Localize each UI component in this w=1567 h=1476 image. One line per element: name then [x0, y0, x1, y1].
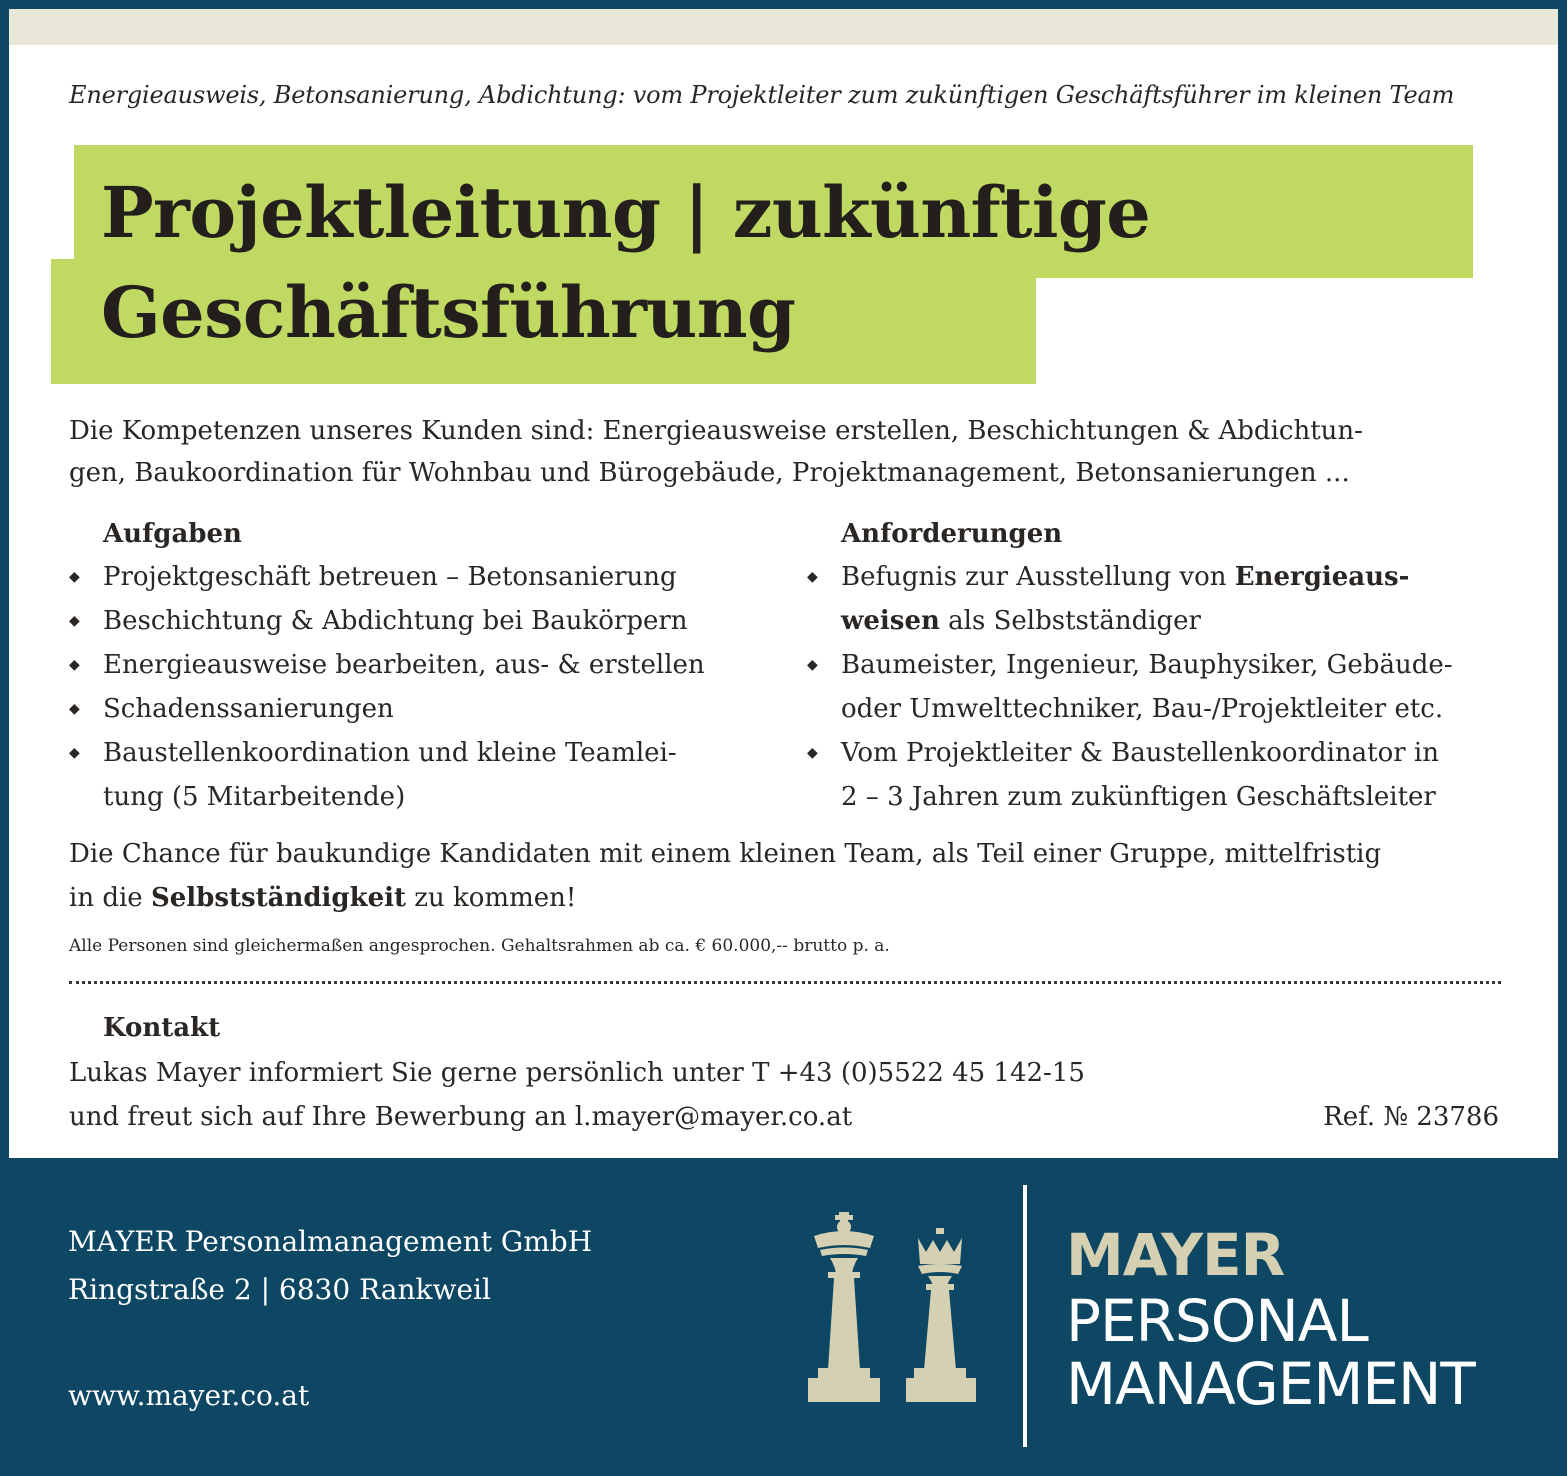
contact-phone-line: Lukas Mayer informiert Sie gerne persönlich unter T +43 (0)5522 45 142-15: [69, 1058, 1085, 1088]
website-link[interactable]: www.mayer.co.at: [68, 1379, 310, 1412]
reference-number: Ref. № 23786: [1323, 1102, 1499, 1132]
list-item-text: Befugnis zur Ausstellung von: [841, 562, 1235, 592]
equal-opportunity-note: Alle Personen sind gleichermaßen angesprochen. Gehaltsrahmen ab ca. € 60.000,-- brutto p. a.: [69, 936, 890, 956]
page-title: [101, 163, 1150, 363]
diamond-bullet-icon: ◆: [69, 569, 80, 585]
emphasis-text: Energieaus-: [1234, 562, 1410, 592]
title-line-2: Geschäftsführung: [101, 271, 796, 354]
brand-name: MAYER: [1066, 1221, 1285, 1289]
list-item-text: Baumeister, Ingenieur, Bauphysiker, Gebäude-: [841, 650, 1453, 680]
brand-tagline-1: PERSONAL: [1066, 1287, 1368, 1355]
diamond-bullet-icon: ◆: [69, 701, 80, 717]
chess-king-icon: [808, 1212, 880, 1402]
chance-line-1: Die Chance für baukundige Kandidaten mit einem kleinen Team, als Teil einer Gruppe, mittelfristig: [69, 839, 1382, 869]
anforderungen-list: [807, 555, 1527, 819]
brand-tagline-2: MANAGEMENT: [1066, 1350, 1475, 1418]
diamond-bullet-icon: ◆: [69, 613, 80, 629]
list-item: [69, 687, 769, 731]
company-name: MAYER Personalmanagement GmbH: [68, 1225, 593, 1258]
diamond-bullet-icon: ◆: [807, 569, 818, 585]
aufgaben-list: [69, 555, 769, 819]
diamond-bullet-icon: ◆: [807, 657, 818, 673]
diamond-bullet-icon: ◆: [69, 657, 80, 673]
subtitle: Energieausweis, Betonsanierung, Abdichtung: vom Projektleiter zum zukünftigen Geschäftsführer im kleinen Team: [69, 81, 1455, 109]
top-strip: [9, 9, 1558, 45]
list-item-text: Energieausweise bearbeiten, aus- & erstellen: [103, 650, 705, 680]
list-item: [69, 643, 769, 687]
diamond-bullet-icon: ◆: [807, 745, 818, 761]
list-item: [69, 599, 769, 643]
emphasis-text: Selbstständigkeit: [150, 883, 407, 913]
anforderungen-section: [807, 513, 1527, 819]
chess-queen-icon: [906, 1228, 976, 1402]
chance-text: in die: [69, 883, 151, 913]
title-line-1: Projektleitung | zukünftige: [101, 171, 1151, 254]
list-item-text: 2 – 3 Jahren zum zukünftigen Geschäftsleiter: [841, 782, 1436, 812]
logo-divider: [1023, 1185, 1027, 1447]
ad-panel: [9, 45, 1558, 1158]
list-item-text: Vom Projektleiter & Baustellenkoordinator in: [841, 738, 1439, 768]
list-item: [69, 731, 769, 819]
list-item-text: Beschichtung & Abdichtung bei Baukörpern: [103, 606, 688, 636]
intro-line-1: Die Kompetenzen unseres Kunden sind: Energieausweise erstellen, Beschichtungen & Abdichtun-: [69, 416, 1363, 446]
dotted-divider: [69, 981, 1501, 984]
list-item-text: als Selbstständiger: [939, 606, 1201, 636]
list-item-text: oder Umwelttechniker, Bau-/Projektleiter etc.: [841, 694, 1444, 724]
aufgaben-heading: Aufgaben: [103, 519, 242, 549]
aufgaben-section: [69, 513, 769, 819]
diamond-bullet-icon: ◆: [69, 745, 80, 761]
list-item-text: Baustellenkoordination und kleine Teamlei-: [103, 738, 677, 768]
list-item-text: Schadenssanierungen: [103, 694, 394, 724]
intro-paragraph: [69, 410, 1489, 494]
list-item: [807, 731, 1527, 819]
intro-line-2: gen, Baukoordination für Wohnbau und Bürogebäude, Projektmanagement, Betonsanierungen ...: [69, 458, 1350, 488]
list-item-text: tung (5 Mitarbeitende): [103, 782, 406, 812]
contact-email-line: und freut sich auf Ihre Bewerbung an l.mayer@mayer.co.at: [69, 1102, 853, 1132]
list-item: [807, 555, 1527, 643]
company-address: Ringstraße 2 | 6830 Rankweil: [68, 1273, 491, 1306]
emphasis-text: weisen: [841, 606, 940, 636]
contact-heading: Kontakt: [103, 1013, 221, 1043]
list-item-text: Projektgeschäft betreuen – Betonsanierung: [103, 562, 677, 592]
list-item: [69, 555, 769, 599]
list-item: [807, 643, 1527, 731]
chess-pieces-logo: [800, 1212, 990, 1412]
anforderungen-heading: Anforderungen: [841, 519, 1063, 549]
chance-text: zu kommen!: [406, 883, 577, 913]
chance-paragraph: [69, 832, 1509, 920]
